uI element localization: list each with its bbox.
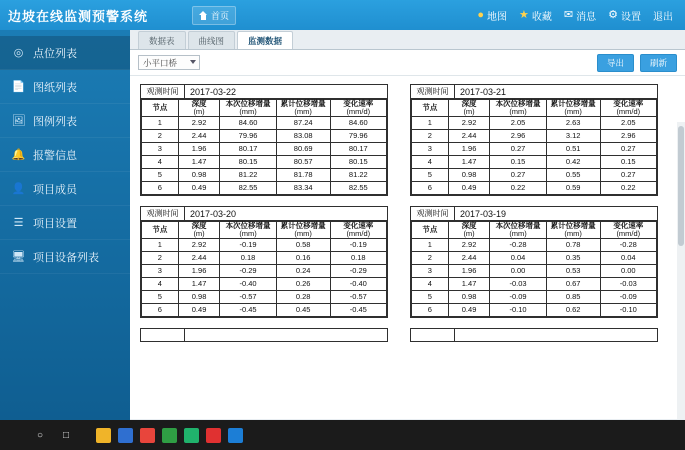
- cell-current: 81.22: [220, 168, 276, 181]
- header-item-settings-label: 设置: [621, 11, 641, 23]
- cell-rate: 80.15: [330, 155, 386, 168]
- observation-time-label: 观测时间: [411, 85, 455, 98]
- cell-current: -0.28: [490, 238, 546, 251]
- cell-rate: 84.60: [330, 116, 386, 129]
- cell-cumulative: 0.28: [276, 290, 330, 303]
- cell-depth: 2.44: [448, 251, 490, 264]
- table-row: [142, 251, 387, 264]
- cell-rate: 81.22: [330, 168, 386, 181]
- cell-node: 6: [142, 181, 179, 194]
- cell-rate: 0.27: [600, 142, 656, 155]
- sidebar-item-points-label: 点位列表: [33, 47, 77, 60]
- header-item-map[interactable]: [477, 8, 507, 23]
- mail-icon: ✉: [563, 8, 574, 21]
- cell-depth: 1.96: [448, 142, 490, 155]
- table-row: [412, 303, 657, 316]
- cell-current: 0.22: [490, 181, 546, 194]
- browser-icon[interactable]: [140, 428, 155, 443]
- cell-node: 3: [142, 264, 179, 277]
- gear-icon: ⚙: [608, 8, 618, 21]
- cell-node: 1: [142, 238, 179, 251]
- block-header: [411, 207, 657, 221]
- table-header-row: [412, 222, 657, 239]
- chevron-down-icon: [190, 60, 196, 64]
- cell-node: 5: [412, 290, 449, 303]
- col-node: 节点: [142, 100, 179, 117]
- cell-rate: -0.40: [330, 277, 386, 290]
- table-header-row: [142, 100, 387, 117]
- cell-current: 82.55: [220, 181, 276, 194]
- cell-current: 0.15: [490, 155, 546, 168]
- cell-node: 6: [412, 181, 449, 194]
- measurement-table: [141, 99, 387, 195]
- cell-node: 5: [412, 168, 449, 181]
- folder-icon[interactable]: [96, 428, 111, 443]
- col-change-rate: 变化速率 (mm/d): [330, 100, 386, 117]
- search-icon[interactable]: ○: [36, 429, 44, 441]
- cell-cumulative: 0.55: [546, 168, 600, 181]
- col-depth: 深度 (m): [448, 222, 490, 239]
- observation-time-label: 观测时间: [141, 207, 185, 220]
- table-header-row: [142, 222, 387, 239]
- col-change-rate: 变化速率 (mm/d): [330, 222, 386, 239]
- cell-depth: 0.98: [448, 168, 490, 181]
- table-row: [142, 142, 387, 155]
- bell-icon: 🔔: [11, 149, 26, 161]
- scrollbar-thumb[interactable]: [678, 126, 684, 246]
- measurement-table: [411, 221, 657, 317]
- sliders-icon: ☰: [13, 217, 24, 229]
- windows-start-icon[interactable]: [6, 427, 22, 443]
- sidebar-item-alarms-label: 报警信息: [33, 149, 77, 162]
- cell-depth: 0.98: [178, 168, 220, 181]
- site-select-value: 小平口桥: [143, 57, 178, 68]
- cell-depth: 1.96: [178, 264, 220, 277]
- block-row-partial: [140, 328, 675, 342]
- measurement-table: [411, 99, 657, 195]
- cell-cumulative: 81.78: [276, 168, 330, 181]
- cell-rate: 0.27: [600, 168, 656, 181]
- observation-date: 2017-03-19: [460, 208, 507, 219]
- cell-rate: -0.29: [330, 264, 386, 277]
- cell-rate: 0.04: [600, 251, 656, 264]
- table-row: [412, 264, 657, 277]
- cell-cumulative: 80.69: [276, 142, 330, 155]
- cell-rate: 82.55: [330, 181, 386, 194]
- cell-current: 79.96: [220, 129, 276, 142]
- monitor-icon: 🖥: [11, 251, 26, 263]
- cell-node: 5: [142, 290, 179, 303]
- home-icon: [199, 11, 208, 20]
- observation-date: 2017-03-22: [190, 86, 237, 97]
- block-row: [140, 206, 675, 318]
- cell-node: 6: [142, 303, 179, 316]
- cell-depth: 0.49: [448, 303, 490, 316]
- cell-rate: 2.96: [600, 129, 656, 142]
- measurement-block: [410, 328, 658, 342]
- cell-cumulative: 0.59: [546, 181, 600, 194]
- sidebar-item-members-label: 项目成员: [33, 183, 77, 196]
- cell-cumulative: 0.53: [546, 264, 600, 277]
- cell-current: 0.27: [490, 142, 546, 155]
- cell-current: 80.15: [220, 155, 276, 168]
- col-current-displacement: 本次位移增量 (mm): [220, 100, 276, 117]
- table-row: [412, 142, 657, 155]
- col-depth: 深度 (m): [178, 100, 220, 117]
- cell-cumulative: 0.58: [276, 238, 330, 251]
- cell-depth: 2.92: [448, 116, 490, 129]
- block-header: [141, 207, 387, 221]
- sidebar-item-project-settings-label: 项目设置: [33, 217, 77, 230]
- col-change-rate: 变化速率 (mm/d): [600, 100, 656, 117]
- cell-node: 3: [412, 264, 449, 277]
- table-row: [142, 116, 387, 129]
- sidebar-item-legends[interactable]: [0, 104, 130, 138]
- cell-current: 84.60: [220, 116, 276, 129]
- header-item-favorites[interactable]: [519, 8, 552, 23]
- cell-cumulative: 2.63: [546, 116, 600, 129]
- app-title: 边坡在线监测预警系统: [8, 8, 149, 24]
- sidebar-item-legends-label: 图例列表: [33, 115, 77, 128]
- table-row: [142, 181, 387, 194]
- cell-cumulative: 83.34: [276, 181, 330, 194]
- cell-current: 0.04: [490, 251, 546, 264]
- col-node: 节点: [142, 222, 179, 239]
- measurement-table: [141, 221, 387, 317]
- col-node: 节点: [412, 222, 449, 239]
- cell-rate: 0.18: [330, 251, 386, 264]
- measurement-block: [140, 84, 388, 196]
- image-icon: 🖼: [11, 115, 26, 127]
- sidebar-item-devices-label: 项目设备列表: [33, 251, 99, 264]
- header-item-messages[interactable]: [564, 8, 596, 23]
- cell-node: 2: [142, 129, 179, 142]
- col-depth: 深度 (m): [448, 100, 490, 117]
- table-row: [142, 129, 387, 142]
- cell-current: -0.09: [490, 290, 546, 303]
- cell-node: 4: [142, 155, 179, 168]
- observation-date: 2017-03-21: [460, 86, 507, 97]
- table-row: [142, 238, 387, 251]
- cell-rate: 0.22: [600, 181, 656, 194]
- cell-node: 2: [142, 251, 179, 264]
- cell-cumulative: 0.24: [276, 264, 330, 277]
- toolbar-buttons: [597, 54, 677, 72]
- cell-current: 2.05: [490, 116, 546, 129]
- taskbar-apps: [96, 428, 243, 443]
- col-cumulative-displacement: 累计位移增量 (mm): [276, 222, 330, 239]
- block-header: [141, 85, 387, 99]
- pdf-icon[interactable]: [206, 428, 221, 443]
- cell-rate: -0.03: [600, 277, 656, 290]
- home-button[interactable]: [192, 6, 236, 25]
- cell-rate: -0.19: [330, 238, 386, 251]
- block-header: [411, 329, 657, 342]
- cell-rate: 80.17: [330, 142, 386, 155]
- cell-current: -0.10: [490, 303, 546, 316]
- header-actions: [477, 8, 685, 23]
- table-row: [412, 238, 657, 251]
- col-cumulative-displacement: 累计位移增量 (mm): [546, 222, 600, 239]
- table-row: [142, 303, 387, 316]
- tab-monitoring-data[interactable]: 监测数据: [237, 31, 293, 49]
- cell-depth: 0.49: [178, 181, 220, 194]
- taskbar: [0, 420, 685, 450]
- measurement-block: [410, 84, 658, 196]
- sidebar-item-members[interactable]: [0, 172, 130, 206]
- sidebar-item-drawings[interactable]: [0, 70, 130, 104]
- header-item-logout[interactable]: [653, 8, 673, 23]
- observation-time-label: 观测时间: [141, 85, 185, 98]
- cell-depth: 0.98: [448, 290, 490, 303]
- table-header-row: [412, 100, 657, 117]
- cell-cumulative: 0.62: [546, 303, 600, 316]
- sidebar-item-points[interactable]: [0, 36, 130, 70]
- cell-rate: -0.10: [600, 303, 656, 316]
- site-select[interactable]: [138, 55, 200, 70]
- app-header: [0, 0, 685, 30]
- cell-cumulative: 0.16: [276, 251, 330, 264]
- chat-icon[interactable]: [184, 428, 199, 443]
- measurement-block: [140, 328, 388, 342]
- cell-cumulative: 0.42: [546, 155, 600, 168]
- header-item-settings[interactable]: [608, 8, 641, 23]
- table-row: [412, 277, 657, 290]
- table-row: [142, 155, 387, 168]
- observation-time-label: [141, 329, 185, 342]
- table-row: [142, 168, 387, 181]
- observation-time-label: [411, 329, 455, 342]
- cell-node: 2: [412, 129, 449, 142]
- star-icon: ★: [519, 8, 529, 21]
- cell-current: 0.00: [490, 264, 546, 277]
- table-row: [412, 251, 657, 264]
- table-row: [142, 264, 387, 277]
- monitoring-data-sheet: [130, 76, 685, 419]
- table-row: [412, 290, 657, 303]
- col-depth: 深度 (m): [178, 222, 220, 239]
- table-row: [412, 168, 657, 181]
- cell-node: 1: [412, 238, 449, 251]
- cell-node: 3: [142, 142, 179, 155]
- col-node: 节点: [412, 100, 449, 117]
- cell-cumulative: 0.67: [546, 277, 600, 290]
- cell-rate: -0.09: [600, 290, 656, 303]
- cell-node: 1: [142, 116, 179, 129]
- cell-depth: 1.47: [448, 155, 490, 168]
- col-cumulative-displacement: 累计位移增量 (mm): [546, 100, 600, 117]
- cell-cumulative: 0.26: [276, 277, 330, 290]
- header-item-logout-label: 退出: [653, 11, 673, 23]
- block-header: [411, 85, 657, 99]
- cell-depth: 2.44: [178, 251, 220, 264]
- cell-node: 2: [412, 251, 449, 264]
- cell-current: -0.40: [220, 277, 276, 290]
- measurement-block: [410, 206, 658, 318]
- cell-cumulative: 0.35: [546, 251, 600, 264]
- cell-rate: -0.57: [330, 290, 386, 303]
- col-current-displacement: 本次位移增量 (mm): [490, 100, 546, 117]
- export-button[interactable]: 导出: [597, 54, 634, 72]
- sidebar-item-drawings-label: 图纸列表: [33, 81, 77, 94]
- col-current-displacement: 本次位移增量 (mm): [220, 222, 276, 239]
- cell-current: -0.45: [220, 303, 276, 316]
- cell-current: -0.19: [220, 238, 276, 251]
- block-header: [141, 329, 387, 342]
- cell-depth: 1.47: [178, 277, 220, 290]
- cell-node: 3: [412, 142, 449, 155]
- tab-bar: [130, 30, 685, 50]
- sidebar-item-alarms[interactable]: [0, 138, 130, 172]
- document-icon: 📄: [11, 81, 26, 93]
- cell-rate: 2.05: [600, 116, 656, 129]
- cell-rate: -0.45: [330, 303, 386, 316]
- block-row: [140, 84, 675, 196]
- cell-current: -0.57: [220, 290, 276, 303]
- toolbar: [130, 50, 685, 76]
- cell-current: -0.03: [490, 277, 546, 290]
- cell-rate: 0.00: [600, 264, 656, 277]
- cell-depth: 0.49: [178, 303, 220, 316]
- vertical-scrollbar[interactable]: [677, 122, 685, 419]
- cell-depth: 1.96: [448, 264, 490, 277]
- cell-current: 80.17: [220, 142, 276, 155]
- measurement-block: [140, 206, 388, 318]
- cell-node: 1: [412, 116, 449, 129]
- cell-node: 5: [142, 168, 179, 181]
- col-change-rate: 变化速率 (mm/d): [600, 222, 656, 239]
- col-current-displacement: 本次位移增量 (mm): [490, 222, 546, 239]
- cell-current: 0.27: [490, 168, 546, 181]
- cell-depth: 2.92: [178, 238, 220, 251]
- cell-cumulative: 80.57: [276, 155, 330, 168]
- refresh-button[interactable]: 刷新: [640, 54, 677, 72]
- task-view-icon[interactable]: □: [62, 429, 70, 441]
- cell-node: 4: [412, 277, 449, 290]
- cell-depth: 2.92: [178, 116, 220, 129]
- table-row: [142, 290, 387, 303]
- observation-time-label: 观测时间: [411, 207, 455, 220]
- map-pin-icon: ●: [477, 8, 485, 21]
- observation-date: [185, 329, 387, 342]
- header-item-favorites-label: 收藏: [531, 11, 552, 23]
- tab-curve-chart[interactable]: 曲线图: [188, 31, 236, 49]
- store-icon[interactable]: [118, 428, 133, 443]
- cell-cumulative: 3.12: [546, 129, 600, 142]
- table-row: [412, 181, 657, 194]
- sidebar-item-devices[interactable]: [0, 240, 130, 274]
- cell-rate: -0.28: [600, 238, 656, 251]
- header-item-map-label: 地图: [487, 11, 508, 23]
- cell-depth: 1.96: [178, 142, 220, 155]
- cell-cumulative: 0.45: [276, 303, 330, 316]
- cell-depth: 2.92: [448, 238, 490, 251]
- header-item-messages-label: 消息: [576, 11, 597, 23]
- excel-icon[interactable]: [162, 428, 177, 443]
- cell-current: 0.18: [220, 251, 276, 264]
- table-row: [142, 277, 387, 290]
- sheet-content: [130, 76, 685, 419]
- cell-depth: 2.44: [448, 129, 490, 142]
- table-row: [412, 155, 657, 168]
- table-row: [412, 129, 657, 142]
- cell-depth: 0.98: [178, 290, 220, 303]
- table-row: [412, 116, 657, 129]
- sidebar: [0, 30, 130, 420]
- cell-depth: 0.49: [448, 181, 490, 194]
- cell-cumulative: 0.78: [546, 238, 600, 251]
- cell-cumulative: 0.51: [546, 142, 600, 155]
- cell-node: 4: [142, 277, 179, 290]
- cell-depth: 1.47: [178, 155, 220, 168]
- cell-cumulative: 0.85: [546, 290, 600, 303]
- cell-node: 6: [412, 303, 449, 316]
- cell-depth: 2.44: [178, 129, 220, 142]
- home-button-label: 首页: [211, 10, 230, 21]
- col-cumulative-displacement: 累计位移增量 (mm): [276, 100, 330, 117]
- observation-date: 2017-03-20: [190, 208, 237, 219]
- cell-node: 4: [412, 155, 449, 168]
- sidebar-item-project-settings[interactable]: [0, 206, 130, 240]
- cell-current: 2.96: [490, 129, 546, 142]
- cell-current: -0.29: [220, 264, 276, 277]
- cell-cumulative: 83.08: [276, 129, 330, 142]
- user-icon: 👤: [11, 183, 26, 195]
- cell-rate: 0.15: [600, 155, 656, 168]
- tab-data-table[interactable]: 数据表: [138, 31, 186, 49]
- cell-rate: 79.96: [330, 129, 386, 142]
- observation-date: [455, 329, 657, 342]
- content-area: [130, 30, 685, 420]
- media-icon[interactable]: [228, 428, 243, 443]
- cell-depth: 1.47: [448, 277, 490, 290]
- cell-cumulative: 87.24: [276, 116, 330, 129]
- location-icon: ◎: [13, 47, 24, 59]
